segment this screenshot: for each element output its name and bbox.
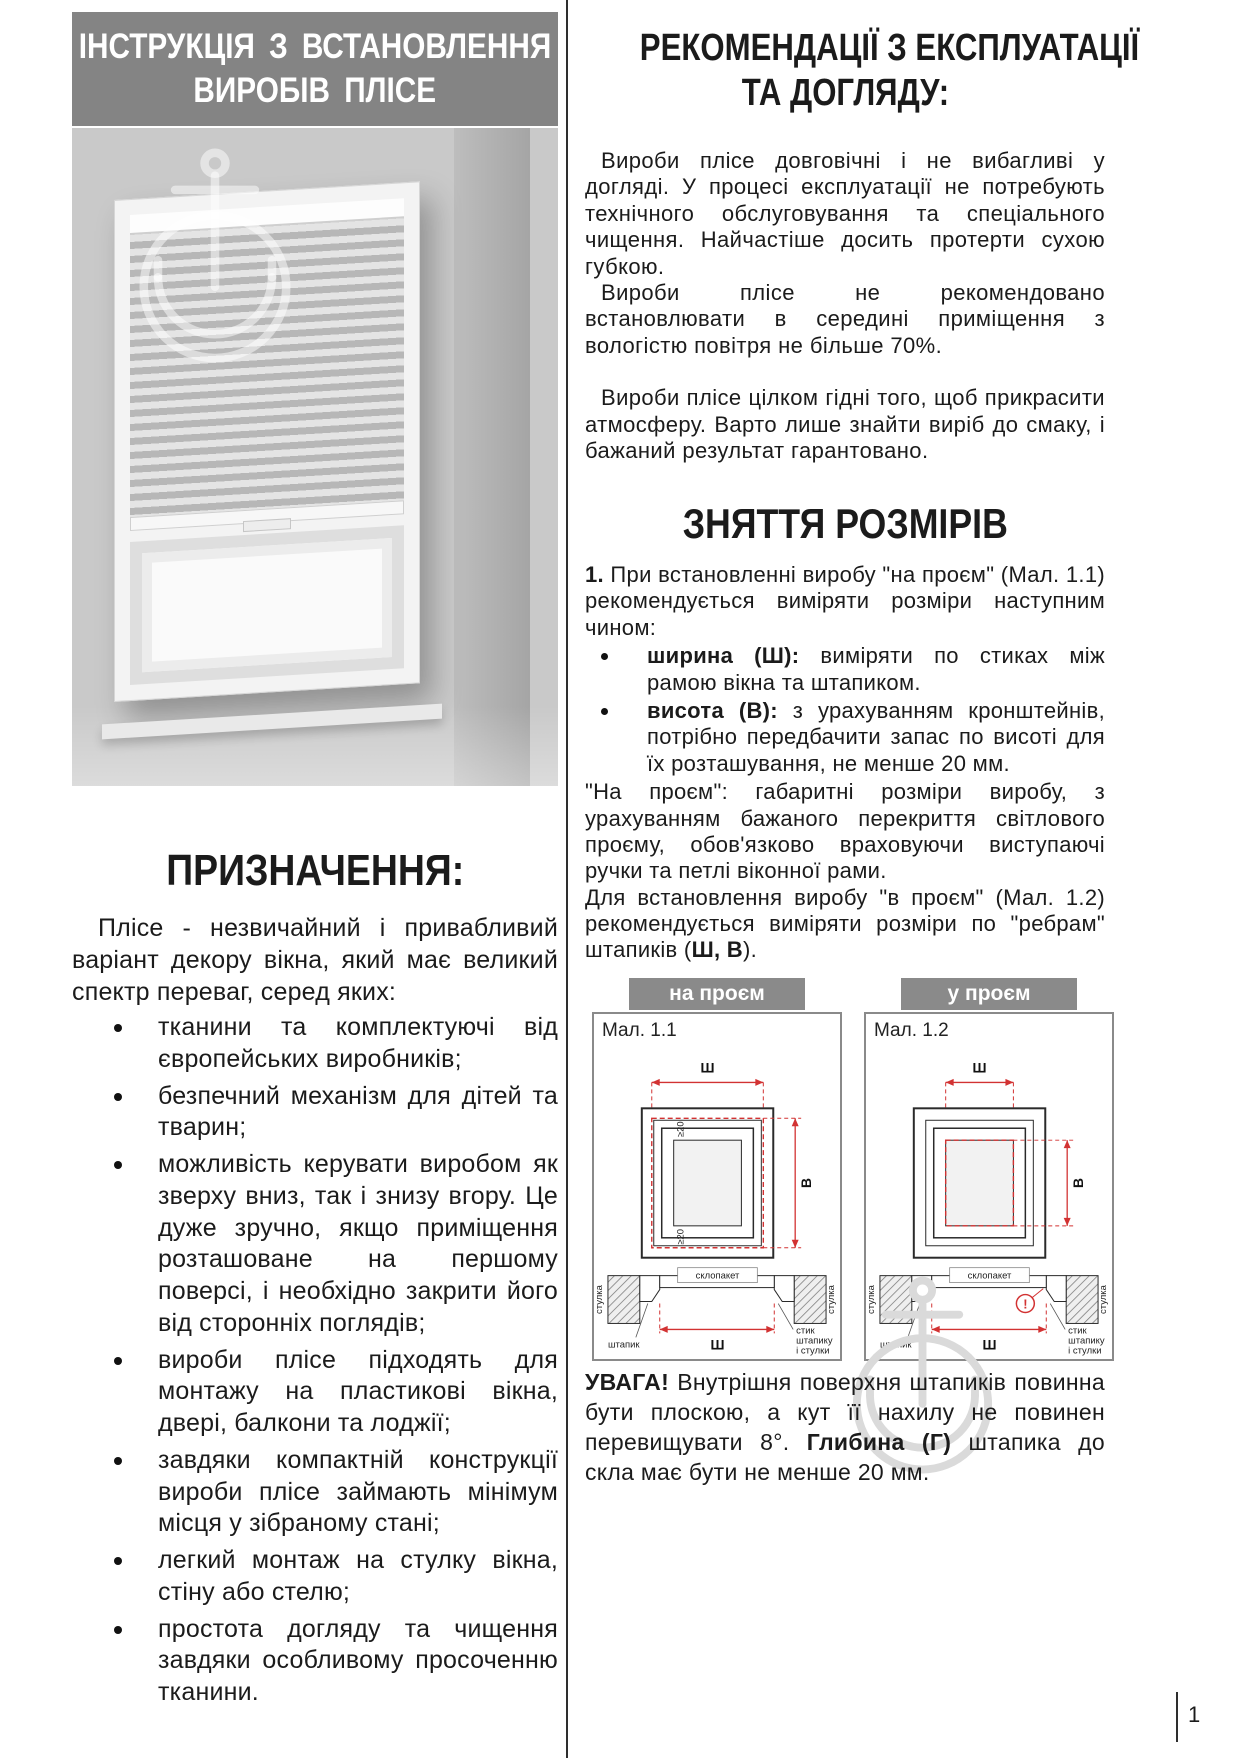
list-item-text: можливість керувати виробом як зверху вниз, так і знизу вгору. Це дуже зручно, якщо приміщення розташоване на першому поверсі, і необхідно закрити його від сторонніх поглядів; <box>158 1150 558 1337</box>
fig1-joint-line2: штапику <box>796 1335 833 1347</box>
footer-divider-line <box>1176 1692 1178 1742</box>
care-title <box>585 26 1140 116</box>
fig2-warning-mark: ! <box>1023 1296 1028 1312</box>
list-item <box>585 698 1105 777</box>
purpose-title-text: ПРИЗНАЧЕННЯ: <box>166 846 464 895</box>
care-paragraph-2: Вироби плісе не рекомендовано встановлювати в середині приміщення з вологістю повітря не більше 70%. <box>585 279 1105 358</box>
care-title-line2: ТА ДОГЛЯДУ: <box>741 71 949 114</box>
instruction-title-line2 <box>172 70 457 112</box>
care-paragraph-3: Вироби плісе цілком гідні того, щоб прикрасити атмосферу. Варто лише знайти виріб до смаку, і бажаний результат гарантовано. <box>585 385 1105 463</box>
fig2-glass-label: склопакет <box>967 1270 1012 1282</box>
list-item <box>72 1012 558 1076</box>
list-item-text: завдяки компактній конструкції вироби плісе займають мінімум місця у зібраному стані; <box>158 1445 558 1538</box>
fig1-joint-line1: стик <box>796 1325 815 1337</box>
figures <box>592 978 1114 1361</box>
column-divider-line <box>566 0 568 1758</box>
list-item <box>72 1445 558 1540</box>
fig1-min20-bottom: ≥20 <box>675 1228 687 1245</box>
width-term: ширина (Ш): <box>647 643 800 669</box>
list-item-text: тканини та комплектуючі від європейських виробників; <box>158 1013 558 1073</box>
height-definition: з урахуванням кронштейнів, потрібно передбачити запас по висоті для їх розташування, не менше 20 мм. <box>647 697 1105 776</box>
care-title-line1: РЕКОМЕНДАЦІЇ З ЕКСПЛУАТАЦІЇ <box>639 27 1140 69</box>
instruction-title-text1: ІНСТРУКЦІЯ З ВСТАНОВЛЕННЯ <box>78 27 552 66</box>
care-text <box>585 148 1105 464</box>
care-paragraph-1: Вироби плісе довговічні і не вибагливі у догляді. У процесі експлуатації не потребують технічного обслуговування та спеціального чищення. Найчастіше досить протерти сухою губкою. <box>585 148 1105 279</box>
fig1-height-label: В <box>798 1177 815 1189</box>
figure1-box <box>592 1012 842 1361</box>
pleated-blind <box>130 218 404 517</box>
instruction-title-text2: ВИРОБІВ ПЛІСЕ <box>193 71 437 110</box>
measuring-paragraph-2: "На проєм": габаритні розміри виробу, з урахуванням бажаного перекриття світлового проєму, обов'язково враховуючи виступаючі ручки та петлі віконної рами. <box>585 779 1105 884</box>
fig2-sash-left-label: стулка <box>866 1285 877 1314</box>
purpose-list <box>72 1012 558 1714</box>
figure1-diagram <box>594 1014 840 1359</box>
window-frame <box>114 181 420 702</box>
measuring-title-text: ЗНЯТТЯ РОЗМІРІВ <box>682 500 1008 547</box>
step1-number: 1. <box>585 562 604 587</box>
step1-text: При встановленні виробу "на проєм" (Мал. 1.1) рекомендується виміряти розміри наступним чином: <box>585 562 1105 640</box>
fig2-width-label: Ш <box>972 1059 987 1076</box>
attention-text1: Внутрішня поверхня штапиків повинна бути плоскою, а кут її нахилу не повинен перевищувати 8°. <box>585 1369 1105 1455</box>
fig2-bead-label: штапик <box>879 1339 912 1351</box>
height-term: висота (В): <box>647 697 778 723</box>
fig1-width-label: Ш <box>700 1059 715 1076</box>
width-definition: виміряти по стиках між рамою вікна та штапиком. <box>647 643 1105 695</box>
fig1-bead-label: штапик <box>607 1339 640 1351</box>
list-item <box>72 1614 558 1709</box>
window-opening <box>130 525 404 685</box>
instruction-title-line1 <box>37 26 593 68</box>
fig2-bottom-width-label: Ш <box>982 1336 997 1353</box>
wall-shadow <box>454 128 530 786</box>
fig1-bottom-width-label: Ш <box>710 1336 725 1353</box>
attention-label: УВАГА! <box>585 1369 670 1395</box>
fig2-height-label: В <box>1070 1177 1087 1189</box>
fig1-joint-line3: і стулки <box>796 1345 830 1357</box>
purpose-title <box>72 846 558 896</box>
attention-note <box>585 1368 1105 1488</box>
list-item-text: легкий монтаж на стулку вікна, стіну або стелю; <box>158 1546 558 1606</box>
figure-1 <box>592 978 842 1361</box>
instruction-header <box>72 12 558 126</box>
list-item-text: безпечний механізм для дітей та тварин; <box>158 1081 558 1142</box>
measuring-title <box>585 500 1105 548</box>
measuring-list <box>585 643 1105 777</box>
fig1-glass-label: склопакет <box>695 1270 740 1282</box>
figure1-header: на проєм <box>629 978 805 1010</box>
list-item <box>72 1081 558 1145</box>
figure2-diagram <box>866 1014 1112 1359</box>
window-glass <box>142 538 392 672</box>
list-item-text: простота догляду та чищення завдяки особливому просоченню тканини. <box>158 1614 558 1706</box>
measuring-step1 <box>585 562 1105 641</box>
figure-2 <box>864 978 1114 1361</box>
blind-illustration <box>72 128 558 786</box>
list-item-text: вироби плісе підходять для монтажу на пластикові вікна, двері, балкони та лоджії; <box>158 1345 558 1437</box>
fig2-sash-right-label: стулка <box>1098 1285 1110 1314</box>
fig2-joint-line3: і стулки <box>1068 1345 1102 1357</box>
fig2-joint-line1: стик <box>1068 1325 1087 1337</box>
fig1-sash-left-label: стулка <box>594 1285 605 1314</box>
blind-handle <box>243 518 291 532</box>
p3-pre: Для встановлення виробу "в проєм" (Мал. 1.2) рекомендується виміряти розміри по "ребрам" штапиків ( <box>585 884 1105 963</box>
measuring-paragraph-3 <box>585 885 1105 964</box>
warning-icon <box>1016 1289 1043 1313</box>
figure2-caption: Мал. 1.2 <box>874 1020 949 1041</box>
figure1-caption: Мал. 1.1 <box>602 1020 677 1041</box>
attention-text2: штапика до скла має бути не менше 20 мм. <box>585 1428 1105 1485</box>
list-item <box>72 1345 558 1440</box>
page-number: 1 <box>1188 1702 1201 1727</box>
measuring-text <box>585 562 1105 964</box>
attention-depth-term: Глибина (Г) <box>806 1428 952 1455</box>
fig1-sash-right-label: стулка <box>826 1285 838 1314</box>
fig1-min20-top: ≥20 <box>675 1121 687 1138</box>
purpose-intro: Плісе - незвичайний і привабливий варіант декору вікна, який має великий спектр переваг, серед яких: <box>72 914 558 1006</box>
p3-dims: Ш, В <box>691 937 743 963</box>
list-item <box>72 1545 558 1609</box>
figure2-box <box>864 1012 1114 1361</box>
p3-post: ). <box>742 937 758 963</box>
window-illustration <box>114 181 420 702</box>
list-item <box>72 1149 558 1340</box>
list-item <box>585 643 1105 696</box>
figure2-header: у проєм <box>901 978 1077 1010</box>
fig2-joint-line2: штапику <box>1068 1335 1105 1347</box>
